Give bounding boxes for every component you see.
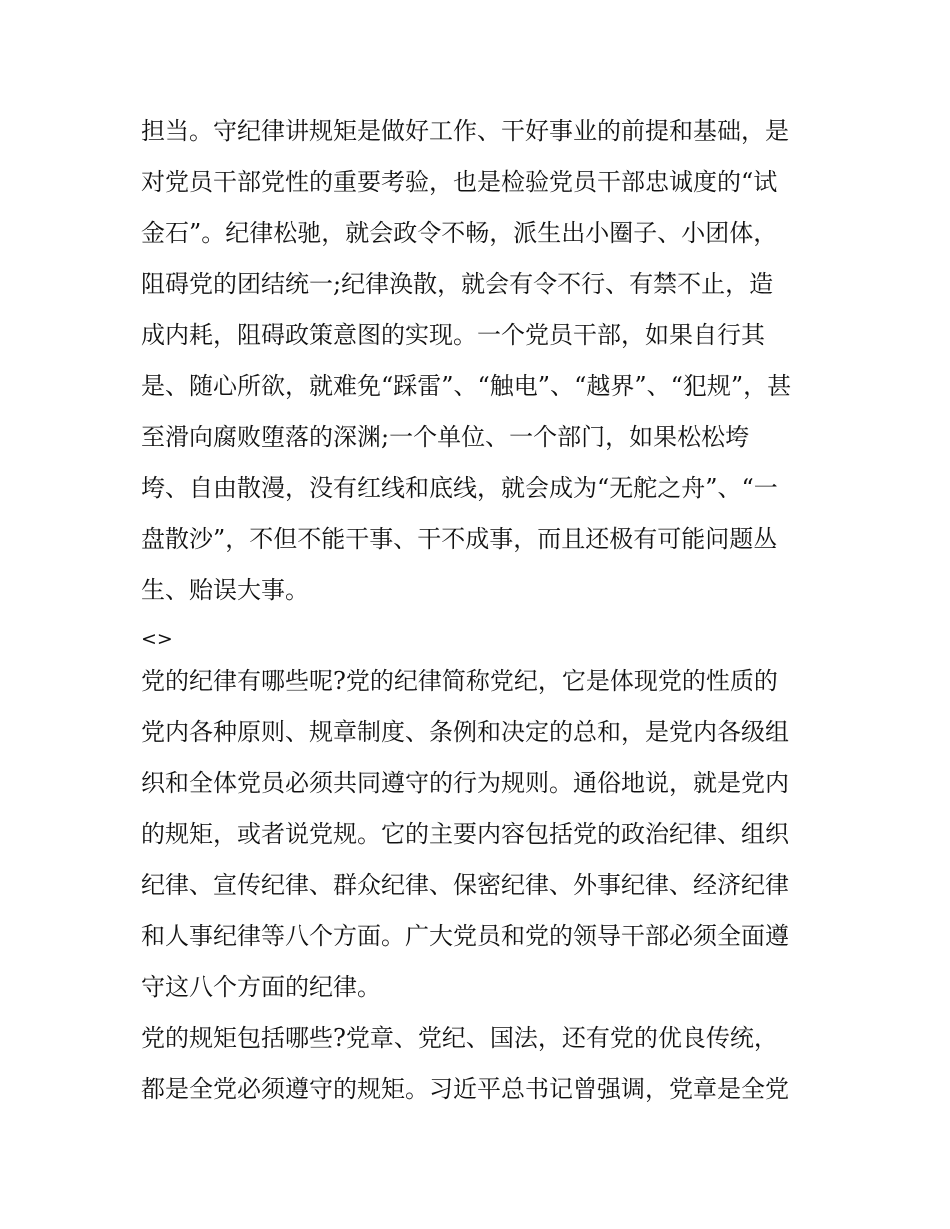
text-line: 党内各种原则、规章制度、条例和决定的总和，是党内各级组 — [141, 718, 789, 746]
paragraph-discipline-importance — [141, 107, 821, 617]
text-line: 和人事纪律等八个方面。广大党员和党的领导干部必须全面遵 — [141, 922, 789, 950]
paragraph-party-rules — [141, 1014, 821, 1116]
text-line: 垮、自由散漫，没有红线和底线，就会成为“无舵之舟”、“一 — [141, 474, 778, 502]
section-marker: <> — [141, 628, 173, 650]
text-line: 至滑向腐败堕落的深渊;一个单位、一个部门，如果松松垮 — [141, 423, 750, 451]
text-line: 是、随心所欲，就难免“踩雷”、“触电”、“越界”、“犯规”，甚 — [141, 372, 792, 400]
document-body — [141, 107, 821, 1116]
text-line: 都是全党必须遵守的规矩。习近平总书记曾强调，党章是全党 — [141, 1075, 789, 1103]
text-line: 织和全体党员必须共同遵守的行为规则。通俗地说，就是党内 — [141, 769, 789, 797]
text-line: 党的纪律有哪些呢?党的纪律简称党纪，它是体现党的性质的 — [141, 667, 778, 695]
text-line: 金石”。纪律松驰，就会政令不畅，派生出小圈子、小团体， — [141, 219, 778, 247]
text-line: 盘散沙”，不但不能干事、干不成事，而且还极有可能问题丛 — [141, 525, 778, 553]
text-line: 守这八个方面的纪律。 — [141, 973, 381, 1001]
text-line: 纪律、宣传纪律、群众纪律、保密纪律、外事纪律、经济纪律 — [141, 871, 789, 899]
text-line: 对党员干部党性的重要考验，也是检验党员干部忠诚度的“试 — [141, 168, 778, 196]
text-line: 成内耗，阻碍政策意图的实现。一个党员干部，如果自行其 — [141, 321, 765, 349]
paragraph-party-discipline — [141, 657, 821, 1014]
text-line: 的规矩，或者说党规。它的主要内容包括党的政治纪律、组织 — [141, 820, 789, 848]
text-line: 担当。守纪律讲规矩是做好工作、干好事业的前提和基础，是 — [141, 117, 789, 145]
text-line: 阻碍党的团结统一;纪律涣散，就会有令不行、有禁不止，造 — [141, 270, 774, 298]
text-line: 生、贻误大事。 — [141, 576, 309, 604]
text-line: 党的规矩包括哪些?党章、党纪、国法，还有党的优良传统， — [141, 1024, 778, 1052]
